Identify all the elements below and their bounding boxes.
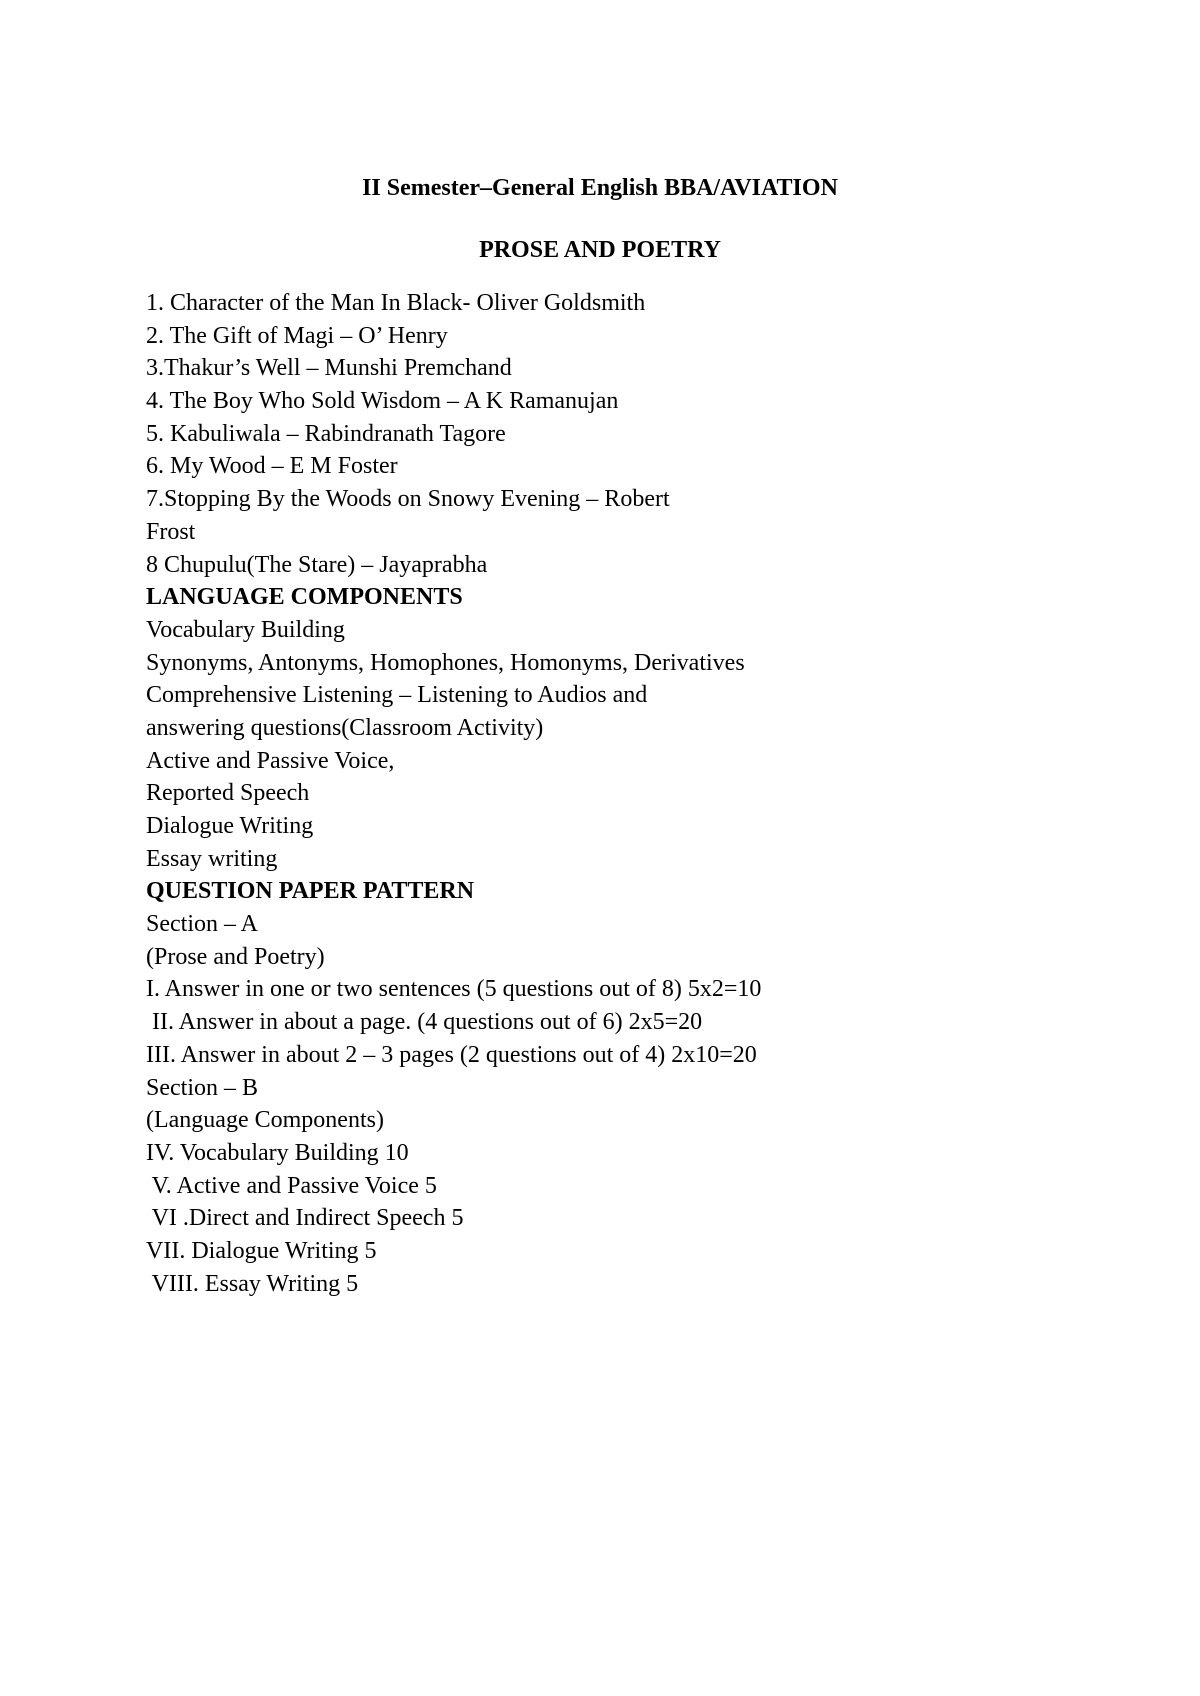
document-line: 5. Kabuliwala – Rabindranath Tagore bbox=[146, 420, 506, 447]
document-line: Essay writing bbox=[146, 845, 278, 872]
document-line: (Language Components) bbox=[146, 1107, 384, 1134]
document-line: II. Answer in about a page. (4 questions out of 6) 2x5=20 bbox=[146, 1009, 703, 1036]
document-line: 7.Stopping By the Woods on Snowy Evening – Robert bbox=[146, 486, 670, 513]
document-line: (Prose and Poetry) bbox=[146, 943, 325, 970]
document-line: I. Answer in one or two sentences (5 questions out of 8) 5x2=10 bbox=[146, 976, 762, 1003]
document-line: Synonyms, Antonyms, Homophones, Homonyms, Derivatives bbox=[146, 649, 745, 676]
document-line: 3.Thakur’s Well – Munshi Premchand bbox=[146, 355, 512, 382]
document-body bbox=[146, 287, 1146, 1300]
section-heading: LANGUAGE COMPONENTS bbox=[146, 584, 463, 611]
document-line: 6. My Wood – E M Foster bbox=[146, 453, 398, 480]
document-line: 1. Character of the Man In Black- Oliver Goldsmith bbox=[146, 290, 646, 316]
document-line: VIII. Essay Writing 5 bbox=[146, 1270, 359, 1297]
document-line: Dialogue Writing bbox=[146, 813, 314, 839]
document-line: VI .Direct and Indirect Speech 5 bbox=[146, 1205, 464, 1232]
document-line: III. Answer in about 2 – 3 pages (2 questions out of 4) 2x10=20 bbox=[146, 1041, 757, 1068]
document-line: VII. Dialogue Writing 5 bbox=[146, 1237, 377, 1264]
document-line: V. Active and Passive Voice 5 bbox=[146, 1172, 437, 1199]
document-line: Vocabulary Building bbox=[146, 616, 345, 643]
document-line: Active and Passive Voice, bbox=[146, 747, 395, 774]
document-line: IV. Vocabulary Building 10 bbox=[146, 1139, 409, 1166]
document-line: 2. The Gift of Magi – O’ Henry bbox=[146, 322, 448, 349]
section-heading-prose-poetry: PROSE AND POETRY bbox=[479, 237, 721, 263]
section-heading: QUESTION PAPER PATTERN bbox=[146, 878, 475, 905]
document-line: Frost bbox=[146, 518, 196, 545]
document-line: 8 Chupulu(The Stare) – Jayaprabha bbox=[146, 551, 488, 578]
document-line: answering questions(Classroom Activity) bbox=[146, 714, 544, 741]
document-line: 4. The Boy Who Sold Wisdom – A K Ramanujan bbox=[146, 388, 619, 415]
document-line: Section – B bbox=[146, 1074, 258, 1101]
document-line: Reported Speech bbox=[146, 780, 310, 807]
document-line: Comprehensive Listening – Listening to Audios and bbox=[146, 682, 648, 709]
document-title: II Semester–General English BBA/AVIATION bbox=[362, 175, 838, 201]
document-line: Section – A bbox=[146, 911, 258, 938]
